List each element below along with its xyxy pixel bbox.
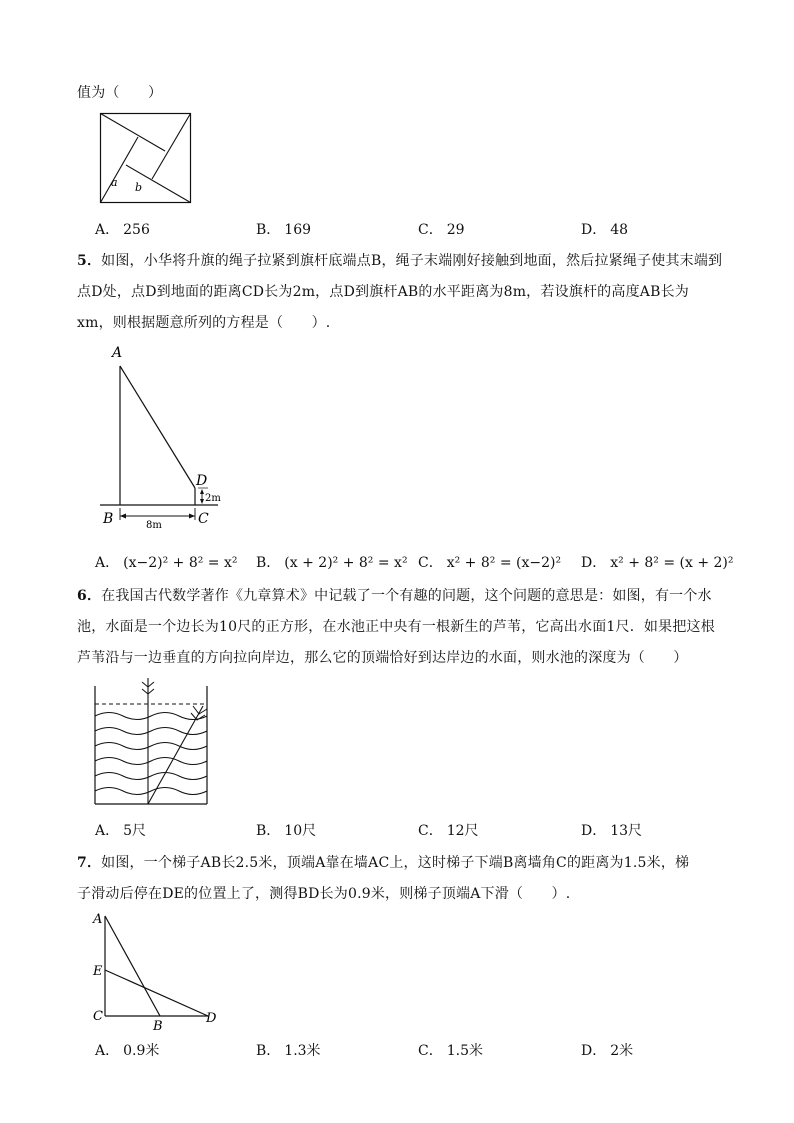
q4-text-tail: 值为（ ） (77, 85, 163, 101)
q6-option-d-text: 13尺 (610, 823, 643, 839)
q4-option-a-label: A． (95, 222, 120, 238)
q5-option-c[interactable] (418, 552, 561, 572)
q6-option-b[interactable] (256, 820, 316, 840)
q7-option-d[interactable] (581, 1040, 633, 1060)
q5-option-b-label: B． (256, 555, 281, 571)
q7-option-a[interactable] (95, 1040, 159, 1060)
q5-text-line1 (77, 250, 722, 270)
q4-option-c-text: 29 (446, 222, 465, 238)
q6-line3: 芦苇沿与一边垂直的方向拉向岸边，那么它的顶端恰好到达岸边的水面，则水池的深度为（ ） (77, 650, 688, 666)
q7-option-d-text: 2米 (610, 1043, 634, 1059)
q5-label-A: A (112, 345, 123, 361)
q6-option-c[interactable] (418, 820, 479, 840)
q7-option-b-text: 1.3米 (284, 1043, 321, 1059)
q7-label-C: C (93, 1009, 103, 1024)
q4-option-d-text: 48 (610, 222, 629, 238)
q5-number: 5． (77, 253, 102, 269)
q7-figure (90, 908, 225, 1033)
q7-option-d-label: D． (581, 1043, 607, 1059)
q6-option-c-label: C． (418, 823, 443, 839)
q4-option-a-text: 256 (123, 222, 150, 238)
q5-line3: xm，则根据题意所列的方程是（ ）. (77, 315, 331, 331)
q5-option-b-text: (x + 2)² + 8² = x² (284, 555, 408, 571)
q7-option-c-text: 1.5米 (446, 1043, 483, 1059)
q6-line1: 在我国古代数学著作《九章算术》中记载了一个有趣的问题，这个问题的意思是：如图，有一个水 (101, 588, 712, 604)
q7-text-line1 (77, 852, 689, 872)
q6-option-a-text: 5尺 (123, 823, 147, 839)
q4-option-b-label: B． (256, 222, 281, 238)
q6-number: 6． (77, 588, 102, 604)
q7-label-A: A (93, 912, 103, 927)
q6-option-d[interactable] (581, 820, 642, 840)
q7-option-c[interactable] (418, 1040, 483, 1060)
q7-label-E: E (93, 964, 103, 979)
q5-label-D: D (196, 473, 208, 489)
q7-line1: 如图，一个梯子AB长2.5米，顶端A靠在墙AC上，这时梯子下端B离墙角C的距离为1.5米，梯 (101, 855, 690, 871)
q5-option-a-label: A． (95, 555, 120, 571)
q5-option-a-text: (x−2)² + 8² = x² (123, 555, 238, 571)
q4-option-b-text: 169 (284, 222, 312, 238)
q6-option-a[interactable] (95, 820, 146, 840)
q5-option-d-text: x² + 8² = (x + 2)² (610, 555, 734, 571)
q5-option-c-label: C． (418, 555, 443, 571)
q7-option-a-label: A． (95, 1043, 120, 1059)
q5-label-B: B (103, 511, 114, 527)
q6-option-a-label: A． (95, 823, 120, 839)
q5-label-8m: 8m (146, 520, 162, 531)
q7-label-B: B (153, 1019, 163, 1034)
q4-option-c[interactable] (418, 219, 465, 239)
q6-text-line1 (77, 585, 712, 605)
q5-label-2m: 2m (205, 493, 221, 504)
q5-option-c-text: x² + 8² = (x−2)² (446, 555, 562, 571)
q5-figure (100, 340, 240, 535)
q5-option-d-label: D． (581, 555, 607, 571)
q6-option-c-text: 12尺 (446, 823, 479, 839)
q5-option-d[interactable] (581, 552, 734, 572)
q6-figure (93, 676, 209, 806)
q5-option-a[interactable] (95, 552, 237, 572)
q5-line2: 点D处，点D到地面的距离CD长为2m，点D到旗杆AB的水平距离为8m，若设旗杆的高度AB长为 (77, 284, 689, 300)
q6-option-b-text: 10尺 (284, 823, 317, 839)
q4-option-b[interactable] (256, 219, 311, 239)
q4-option-d-label: D． (581, 222, 607, 238)
q4-figure (100, 113, 192, 205)
q6-option-d-label: D． (581, 823, 607, 839)
q7-option-a-text: 0.9米 (123, 1043, 160, 1059)
q4-label-a: a (111, 176, 118, 189)
q4-option-c-label: C． (418, 222, 443, 238)
q4-label-b: b (135, 181, 143, 194)
q7-number: 7． (77, 855, 102, 871)
q6-line2: 池，水面是一个边长为10尺的正方形，在水池正中央有一根新生的芦苇，它高出水面1尺．如果把这根 (77, 619, 715, 635)
q5-line1: 如图，小华将升旗的绳子拉紧到旗杆底端点B，绳子末端刚好接触到地面，然后拉紧绳子使其末端到 (101, 253, 723, 269)
q7-option-b[interactable] (256, 1040, 321, 1060)
q4-option-d[interactable] (581, 219, 628, 239)
q4-option-a[interactable] (95, 219, 150, 239)
q5-option-b[interactable] (256, 552, 408, 572)
q7-option-b-label: B． (256, 1043, 281, 1059)
q5-label-C: C (198, 511, 209, 527)
q6-option-b-label: B． (256, 823, 281, 839)
q7-line2: 子滑动后停在DE的位置上了，测得BD长为0.9米，则梯子顶端A下滑（ ）. (77, 886, 571, 902)
q7-option-c-label: C． (418, 1043, 443, 1059)
q7-label-D: D (206, 1011, 217, 1026)
